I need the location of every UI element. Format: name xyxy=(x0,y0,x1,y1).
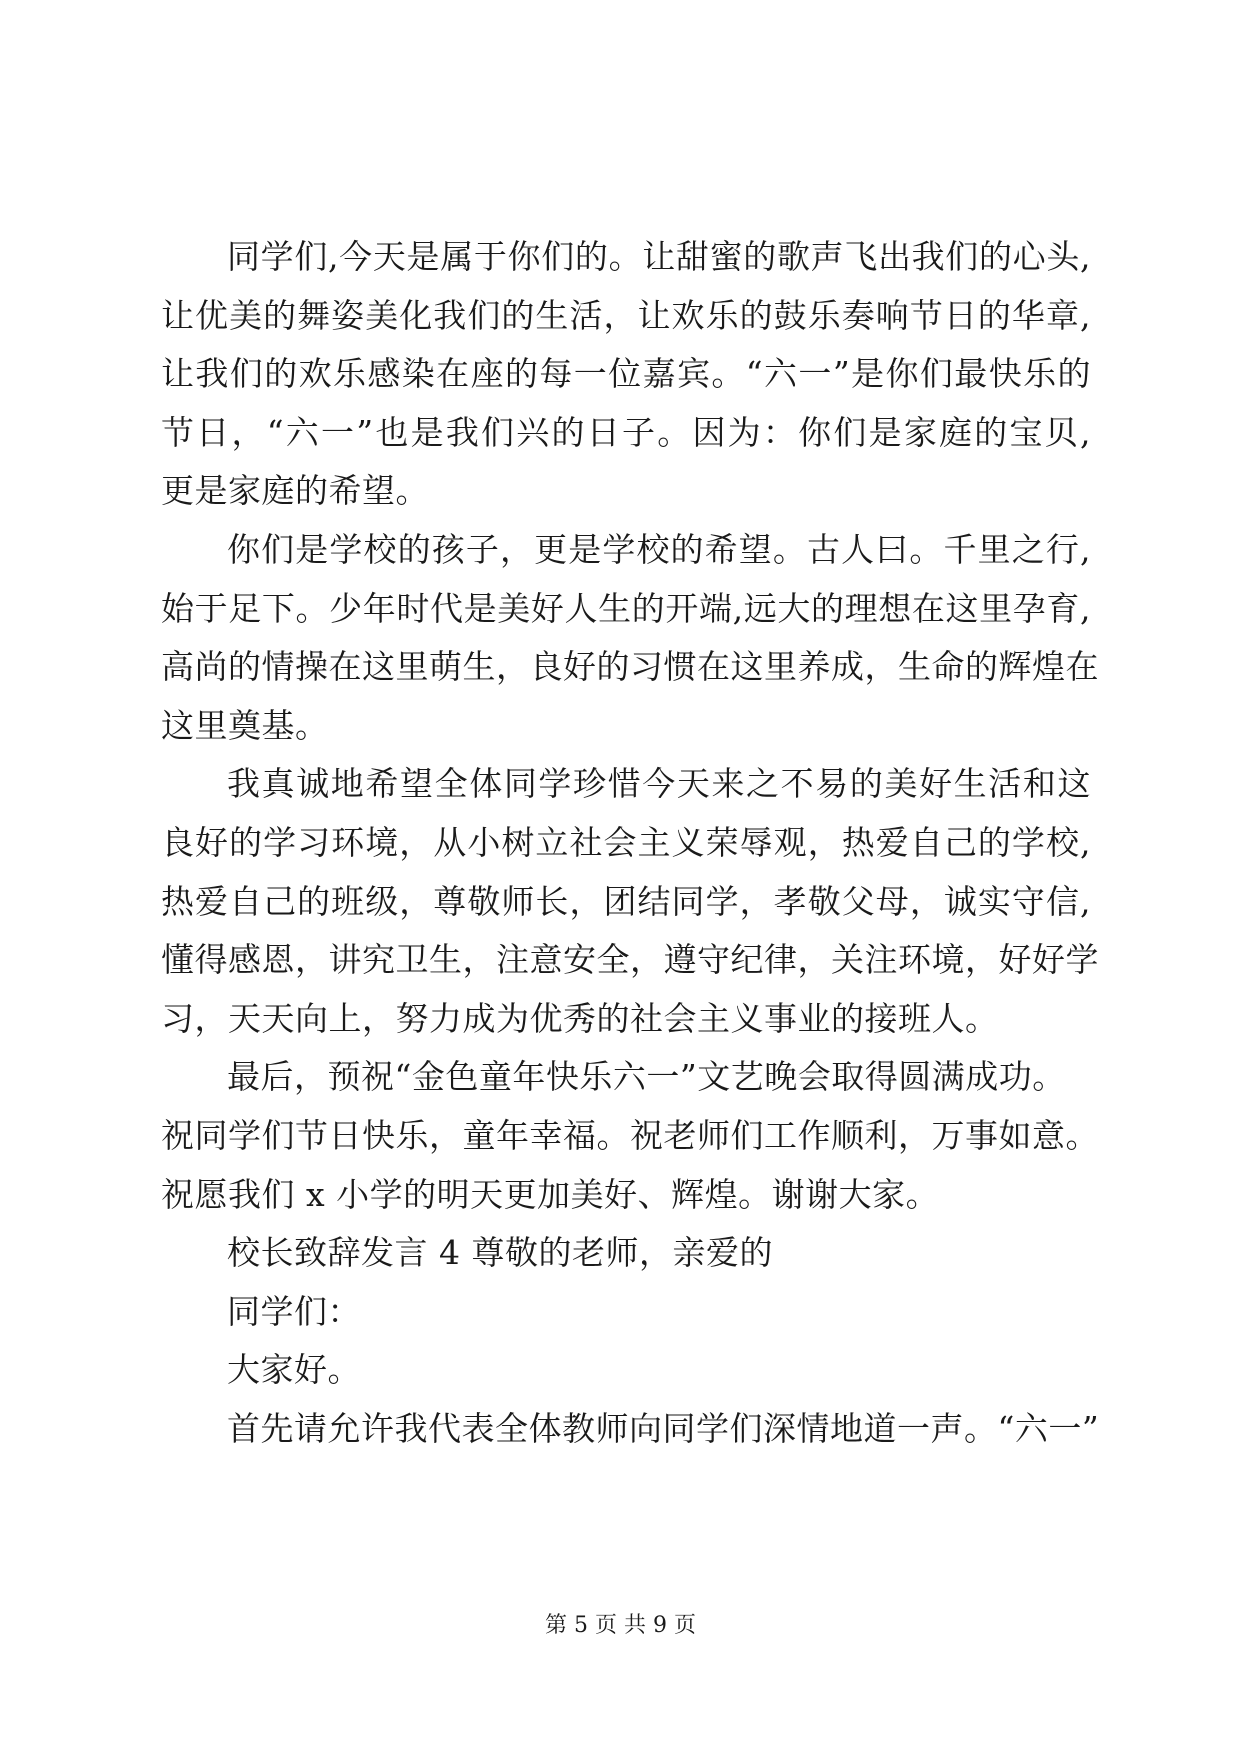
text-line: 你们是学校的孩子，更是学校的希望。古人曰。千里之行, xyxy=(227,529,1091,569)
text-line: 高尚的情操在这里萌生，良好的习惯在这里养成，生命的辉煌在 xyxy=(161,647,1099,687)
text-line: 同学们： xyxy=(227,1291,361,1331)
text-line: 更是家庭的希望。 xyxy=(161,471,429,511)
text-line: 校长致辞发言 4 尊敬的老师，亲爱的 xyxy=(227,1233,773,1273)
text-line: 让我们的欢乐感染在座的每一位嘉宾。“六一”是你们最快乐的 xyxy=(161,354,1091,394)
text-line: 让优美的舞姿美化我们的生活，让欢乐的鼓乐奏响节日的华章, xyxy=(161,295,1091,335)
text-line: 始于足下。少年时代是美好人生的开端,远大的理想在这里孕育, xyxy=(161,588,1091,628)
page-number-footer: 第 5 页 共 9 页 xyxy=(545,1613,696,1638)
text-line: 习，天天向上，努力成为优秀的社会主义事业的接班人。 xyxy=(161,998,999,1038)
text-line: 良好的学习环境，从小树立社会主义荣辱观，热爱自己的学校, xyxy=(161,822,1091,862)
text-line: 首先请允许我代表全体教师向同学们深情地道一声。“六一” xyxy=(227,1408,1100,1448)
text-line: 我真诚地希望全体同学珍惜今天来之不易的美好生活和这 xyxy=(227,764,1091,804)
text-line: 这里奠基。 xyxy=(161,705,329,745)
text-line: 节日，“六一”也是我们兴的日子。因为：你们是家庭的宝贝, xyxy=(161,412,1091,452)
text-line: 大家好。 xyxy=(227,1350,361,1390)
text-line: 热爱自己的班级，尊敬师长，团结同学，孝敬父母，诚实守信, xyxy=(161,881,1091,921)
document-body xyxy=(161,228,1100,1458)
text-line: 最后，预祝“金色童年快乐六一”文艺晚会取得圆满成功。 xyxy=(227,1057,1066,1097)
text-line: 祝同学们节日快乐，童年幸福。祝老师们工作顺利，万事如意。 xyxy=(161,1115,1099,1155)
text-line: 同学们,今天是属于你们的。让甜蜜的歌声飞出我们的心头, xyxy=(227,237,1091,276)
text-line: 懂得感恩，讲究卫生，注意安全，遵守纪律，关注环境，好好学 xyxy=(161,940,1099,980)
text-line: 祝愿我们 x 小学的明天更加美好、辉煌。谢谢大家。 xyxy=(161,1174,940,1214)
